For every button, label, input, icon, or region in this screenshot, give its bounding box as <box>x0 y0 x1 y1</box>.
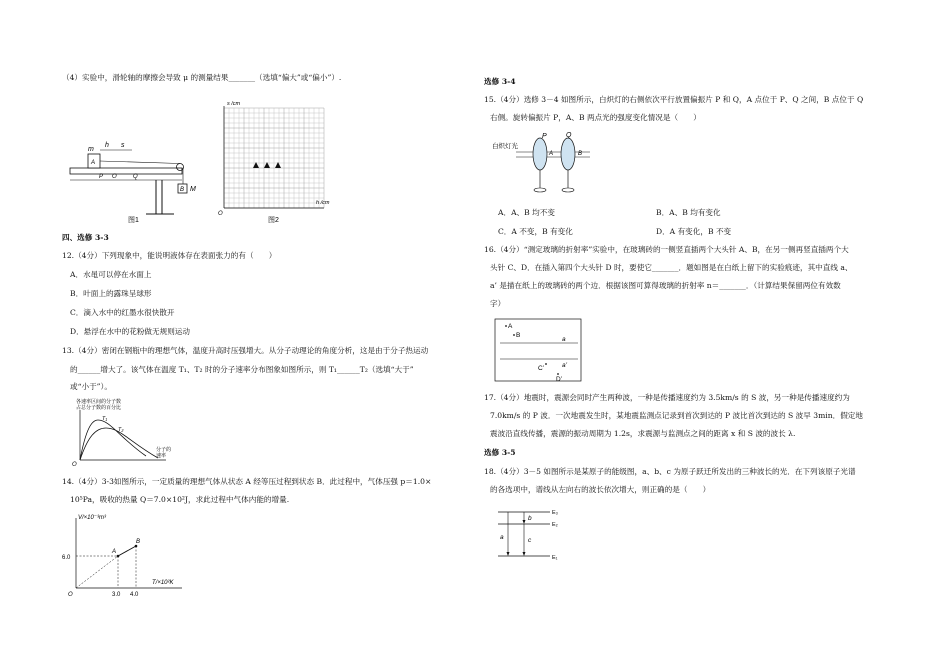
fig2-caption: 图2 <box>268 217 279 224</box>
q16-pin-c <box>545 363 547 365</box>
fig1-string <box>100 161 180 164</box>
fig1-label-s: s <box>121 142 125 149</box>
q15-polarizer-p <box>533 138 547 170</box>
q15-base-p <box>534 188 546 192</box>
q18-arrow-a <box>507 552 510 556</box>
q18-label-e1: E₁ <box>552 555 558 561</box>
q15-polarizer-figure <box>490 130 600 202</box>
q12-option-b: B．叶面上的露珠呈球形 <box>70 289 152 298</box>
q14-line2: 10⁵Pa，吸收的热量 Q＝7.0×10²J，求此过程中气体内能的增量. <box>70 495 290 504</box>
q14-label-a: A <box>112 549 117 555</box>
q18-label-a: a <box>500 534 504 541</box>
q18-label-e3: E₃ <box>552 510 558 516</box>
q16-pin-d <box>557 373 559 375</box>
fig1-table-top <box>70 168 182 174</box>
q13-line3: 或“小于”）。 <box>70 382 112 391</box>
section-3-4: 选修 3-4 <box>484 77 516 86</box>
fig1-label-h: h <box>105 142 109 149</box>
q16-label-a-prime: a’ <box>562 362 568 369</box>
q14-vt-graph <box>62 512 202 598</box>
q15-option-c: C．A 不变，B 有变化 <box>498 227 573 236</box>
q16-pin-b <box>513 334 515 336</box>
q16-refraction-figure <box>494 318 584 384</box>
q14-x-tick-2: 4.0 <box>130 592 139 598</box>
q14-x-tick-1: 3.0 <box>112 592 121 598</box>
q18-arrow-b <box>523 520 526 524</box>
q18-label-e2: E₂ <box>552 522 558 528</box>
q15-polarizer-q <box>561 138 575 170</box>
q17-line2: 7.0km/s 的 P 波．一次地震发生时，某地震监测点记录到首次到达的 P 波比首次到达的 S 波早 3min．假定地 <box>490 411 863 420</box>
fig1-label-b: B <box>180 187 185 193</box>
fig1-label-m: m <box>88 146 94 153</box>
q14-process-ab <box>118 546 136 556</box>
q15-label-p: P <box>542 133 547 140</box>
q16-label-b-pin: B <box>516 332 521 339</box>
q18-line1: 18.（4分）3－5 如图所示是某原子的能级图，a、b、c 为原子跃迁所发出的三种波长的光．在下列该原子光谱 <box>484 467 856 476</box>
q14-dashed-origin <box>76 556 118 588</box>
fig2-gridlines <box>224 108 324 208</box>
q15-label-q: Q <box>566 132 572 139</box>
fig2-grid <box>216 96 336 224</box>
q13-label-t2: T₂ <box>118 427 124 433</box>
q15-line2: 右侧。旋转偏振片 P，A、B 两点光的强度变化情况是（ ） <box>490 113 701 122</box>
q13-origin: O <box>72 462 77 468</box>
fig1-apparatus <box>66 134 206 224</box>
q13-ylabel-2: 占总分子数的百分比 <box>76 405 122 411</box>
fig1-label-p: P <box>99 174 104 180</box>
fig1-caption: 图1 <box>128 217 139 224</box>
q12-option-c: C．滴入水中的红墨水很快散开 <box>70 308 175 317</box>
q15-option-b: B．A、B 均有变化 <box>656 208 721 217</box>
q14-xlabel: T/×10²K <box>152 580 174 586</box>
q14-point-a <box>117 555 120 558</box>
section-3-3: 四、选修 3-3 <box>62 233 109 242</box>
q12-option-d: D．悬浮在水中的花粉做无规则运动 <box>70 327 190 336</box>
q16-label-d: D’ <box>556 376 563 383</box>
q17-line1: 17.（4分）地震时，震源会同时产生两种波，一种是传播速度约为 3.5km/s 的 S 波，另一种是传播速度约为 <box>484 393 850 402</box>
q15-option-d: D．A 有变化，B 不变 <box>656 227 732 236</box>
q13-xlabel-1: 分子的 <box>156 447 172 453</box>
q14-y-tick: 6.0 <box>62 555 71 561</box>
fig1-pulley <box>177 164 184 171</box>
q18-line2: 的各选项中，谱线从左向右的波长依次增大，则正确的是（ ） <box>490 485 711 494</box>
q4-line: （4）实验中，滑轮轴的摩擦会导致 μ 的测量结果_______（选填“偏大”或“偏小”）. <box>62 73 342 82</box>
q16-line1: 16.（4分）“测定玻璃的折射率”实验中，在玻璃砖的一侧竖直插两个大头针 A、B，在另一侧再竖直插两个大 <box>484 245 849 254</box>
q13-label-t1: T₁ <box>102 416 108 422</box>
q15-option-a: A．A、B 均不变 <box>498 208 555 217</box>
q18-label-b: b <box>528 515 532 522</box>
fig2-xlabel: h /cm <box>316 200 330 206</box>
q13-speed-distribution-graph <box>66 398 186 468</box>
fig2-origin: O <box>218 211 223 217</box>
q15-line1: 15.（4分）选修 3－4 如图所示，白炽灯的右侧依次平行放置偏振片 P 和 Q，A 点位于 P、Q 之间，B 点位于 Q <box>484 95 864 104</box>
q16-line3: a’ 是描在纸上的玻璃砖的两个边．根据该图可算得玻璃的折射率 n＝_______．（计算结果保留两位有效数 <box>490 281 841 290</box>
q13-xlabel-2: 速率 <box>156 453 167 459</box>
q16-line2: 头针 C、D．在插入第四个大头针 D 时，要使它_______．题如图是在白纸上留下的实验痕迹，其中直线 a、 <box>490 263 853 272</box>
fig1-label-mass: M <box>190 186 196 193</box>
q12-option-a: A．水黾可以停在水面上 <box>70 270 152 279</box>
fig1-label-o: O <box>112 174 117 180</box>
q15-light-label: 白炽灯光 <box>492 143 518 150</box>
q16-label-a: a <box>562 336 566 343</box>
q13-line1: 13.（4分）密闭在钢瓶中的理想气体，温度升高时压强增大。从分子动理论的角度分析，这是由于分子热运动 <box>62 346 429 355</box>
q18-label-c: c <box>528 537 532 544</box>
q16-pin-a <box>505 325 507 327</box>
q14-point-b <box>135 545 138 548</box>
q14-ylabel: V/×10⁻³m³ <box>78 515 107 521</box>
q15-base-q <box>562 188 574 192</box>
q16-label-a-pin: A <box>508 323 513 330</box>
q13-curve-t1 <box>80 420 146 460</box>
q16-line4: 字） <box>490 299 506 308</box>
q18-arrow-c <box>523 552 526 556</box>
q12-stem: 12.（4分）下列现象中，能说明液体存在表面张力的有（ ） <box>62 251 277 260</box>
q13-ylabel-1: 各速率区间的分子数 <box>76 399 122 405</box>
q15-label-b: B <box>578 151 583 157</box>
q14-label-b: B <box>136 539 141 545</box>
q14-line1: 14.（4分）3-3如图所示，一定质量的理想气体从状态 A 经等压过程到状态 B．此过程中，气体压强 p＝1.0× <box>62 477 432 486</box>
q14-origin: O <box>68 592 73 598</box>
q13-line2: 的______增大了。该气体在温度 T₁、T₂ 时的分子速率分布图象如图所示，则 T₁______T₂（选填“大于” <box>70 365 414 374</box>
q15-label-a: A <box>549 151 554 157</box>
section-3-5: 选修 3-5 <box>484 448 516 457</box>
fig1-label-a: A <box>91 160 96 166</box>
q18-energy-level-diagram <box>494 504 584 564</box>
fig2-ylabel: s /cm <box>227 101 241 107</box>
q16-label-c: C’ <box>538 365 545 372</box>
q17-line3: 震波沿直线传播，震源的振动周期为 1.2s，求震源与监测点之间的距离 x 和 S 波的波长 λ. <box>490 429 796 438</box>
fig1-label-q: Q <box>133 174 138 180</box>
